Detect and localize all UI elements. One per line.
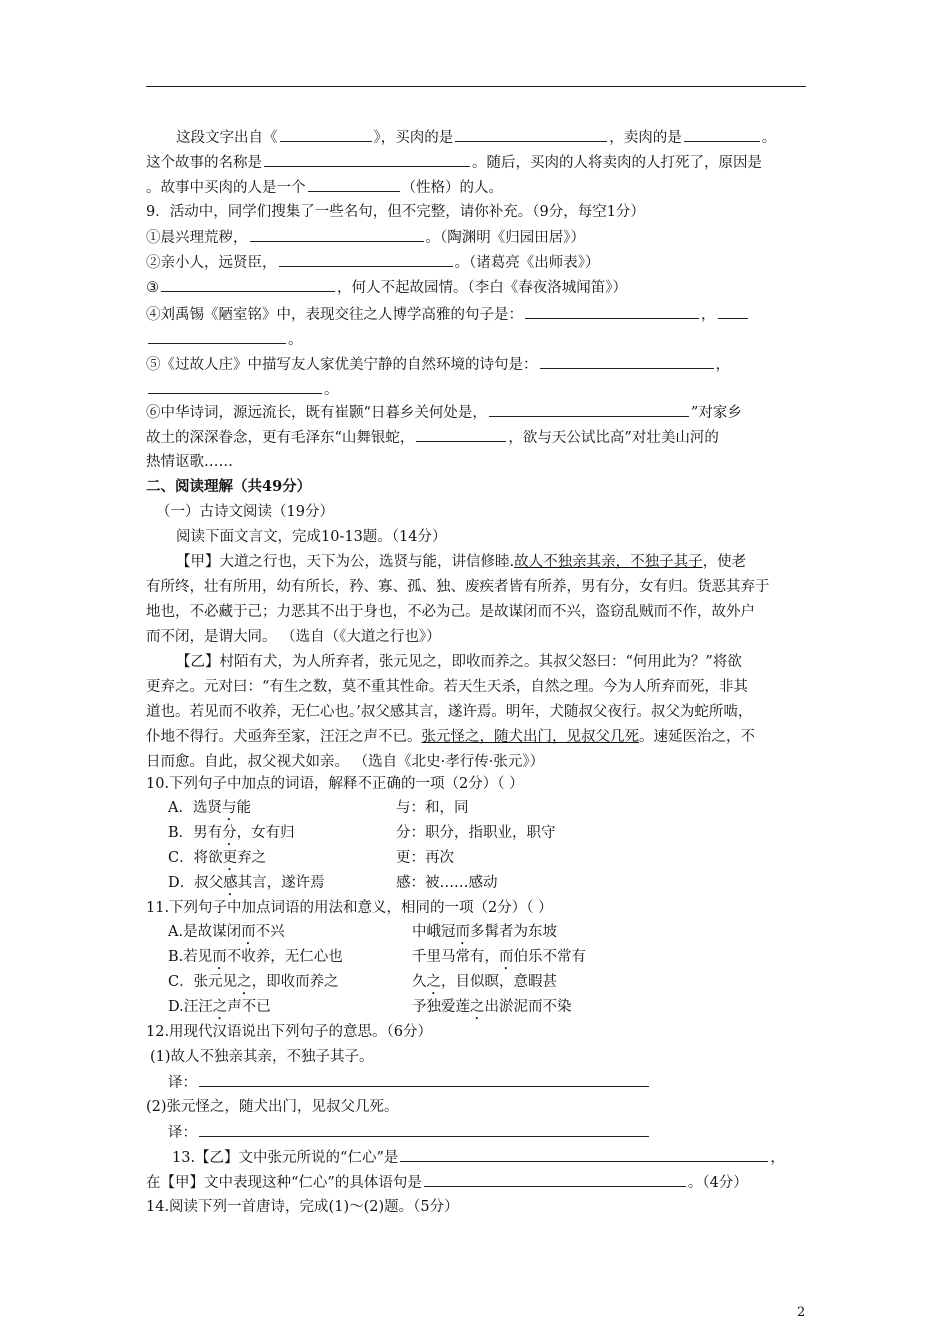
answer-blank[interactable] bbox=[250, 227, 424, 242]
answer-blank[interactable] bbox=[264, 152, 470, 167]
yi-line-1: 【乙】村陌有犬，为人所弃者，张元见之，即收而养之。其叔父怒曰：“何用此为？”将欲 bbox=[176, 654, 742, 670]
yi-line-2: 更弃之。元对曰：“有生之数，莫不重其性命。若天生天杀，自然之理。今为人所弃而死，非其 bbox=[146, 679, 748, 695]
answer-blank[interactable] bbox=[148, 329, 286, 344]
q9-item-2: ②亲小人，远贤臣， 。（诸葛亮《出师表》） bbox=[146, 252, 600, 273]
q9-item-6-end: 热情讴歌…… bbox=[146, 454, 233, 470]
q11-option-d[interactable]: D.汪汪之声不已 bbox=[168, 999, 271, 1015]
answer-blank[interactable] bbox=[489, 402, 689, 417]
yi-line-4: 仆地不得行。犬亟奔至家，汪汪之声不已。张元怪之，随犬出门，见叔父几死。速延医治之，不 bbox=[146, 729, 755, 745]
yi-line-5: 日而愈。自此，叔父视犬如亲。 （选自《北史·孝行传·张元》） bbox=[146, 754, 545, 770]
q8-line-1: 这段文字出自《 》，买肉的是 ，卖肉的是 。 bbox=[176, 127, 776, 148]
jia-line-3: 地也，不必藏于己；力恶其不出于身也，不必为己。是故谋闭而不兴，盗窃乱贼而不作，故外户 bbox=[146, 604, 755, 620]
q10-expl-d: 感：被……感动 bbox=[396, 875, 498, 891]
q11-title: 11.下列句子中加点词语的用法和意义，相同的一项（2分）（ ） bbox=[146, 900, 553, 916]
q12-title: 12.用现代汉语说出下列句子的意思。（6分） bbox=[146, 1024, 433, 1040]
answer-line[interactable] bbox=[199, 1072, 649, 1087]
section-title: 二、阅读理解（共49分） bbox=[146, 478, 312, 495]
q10-option-a[interactable]: A．选贤与能 bbox=[168, 800, 251, 816]
q11-option-a[interactable]: A.是故谋闭而不兴 bbox=[168, 924, 285, 940]
q10-option-b[interactable]: B．男有分，女有归 bbox=[168, 825, 295, 841]
q12-answer-1: 译： bbox=[168, 1072, 651, 1093]
q9-item-4-cont: 。 bbox=[146, 329, 303, 350]
answer-blank[interactable] bbox=[279, 252, 453, 267]
answer-blank[interactable] bbox=[424, 1172, 686, 1187]
answer-blank[interactable] bbox=[416, 427, 506, 442]
q9-item-4: ④刘禹锡《陋室铭》中，表现交往之人博学高雅的句子是： ， bbox=[146, 304, 750, 325]
yi-line-3: 道也。若见而不收养，无仁心也。’叔父感其言，遂许焉。明年，犬随叔父夜行。叔父为蛇所啮， bbox=[146, 704, 753, 720]
q9-item-1: ①晨兴理荒秽， 。（陶渊明《归园田居》） bbox=[146, 227, 585, 248]
q11-compare-b: 千里马常有，而伯乐不常有 bbox=[412, 949, 586, 965]
q10-expl-c: 更：再次 bbox=[396, 850, 454, 866]
q10-title: 10.下列句子中加点的词语，解释不正确的一项（2分）（ ） bbox=[146, 776, 524, 792]
q9-item-6: ⑥中华诗词，源远流长，既有崔颢“日暮乡关何处是， ”对家乡 bbox=[146, 402, 742, 423]
q11-compare-c: 久之，目似瞑，意暇甚 bbox=[412, 974, 557, 990]
answer-blank[interactable] bbox=[684, 127, 760, 142]
q10-option-c[interactable]: C．将欲更弃之 bbox=[168, 850, 267, 866]
q8-line-3: 。故事中买肉的人是一个 （性格）的人。 bbox=[146, 177, 503, 198]
q10-expl-b: 分：职分，指职业，职守 bbox=[396, 825, 556, 841]
q11-compare-a: 中峨冠而多髯者为东坡 bbox=[412, 924, 557, 940]
answer-line[interactable] bbox=[199, 1122, 649, 1137]
header-rule bbox=[146, 86, 806, 87]
answer-blank[interactable] bbox=[308, 177, 400, 192]
answer-blank[interactable] bbox=[455, 127, 607, 142]
q11-option-b[interactable]: B.若见而不收养，无仁心也 bbox=[168, 949, 343, 965]
jia-line-1: 【甲】大道之行也，天下为公，选贤与能，讲信修睦.故人不独亲其亲，不独子其子，使老 bbox=[176, 554, 747, 570]
q13-line-1: 13.【乙】文中张元所说的“仁心”是 ， bbox=[172, 1147, 785, 1168]
answer-blank[interactable] bbox=[540, 354, 714, 369]
q9-title: 9．活动中，同学们搜集了一些名句，但不完整，请你补充。（9分，每空1分） bbox=[146, 204, 645, 220]
subsection-title: （一）古诗文阅读（19分） bbox=[156, 504, 334, 520]
q9-item-5-cont: 。 bbox=[146, 379, 339, 400]
q9-item-3: ③ ，何人不起故园情。（李白《春夜洛城闻笛》） bbox=[146, 277, 627, 298]
answer-blank[interactable] bbox=[280, 127, 372, 142]
reading-instruction: 阅读下面文言文，完成10-13题。（14分） bbox=[176, 529, 447, 545]
jia-line-4: 而不闭，是谓大同。 （选自（《大道之行也》） bbox=[146, 629, 441, 645]
answer-blank[interactable] bbox=[525, 304, 699, 319]
q10-expl-a: 与：和，同 bbox=[396, 800, 469, 816]
q8-line-2: 这个故事的名称是 。随后，买肉的人将卖肉的人打死了，原因是 bbox=[146, 152, 762, 173]
q12-answer-2: 译： bbox=[168, 1122, 651, 1143]
q9-item-6-cont: 故土的深深眷念，更有毛泽东“山舞银蛇， ，欲与天公试比高”对壮美山河的 bbox=[146, 427, 719, 448]
answer-blank[interactable] bbox=[161, 277, 335, 292]
q11-option-c[interactable]: C．张元见之，即收而养之 bbox=[168, 974, 339, 990]
answer-blank[interactable] bbox=[400, 1147, 768, 1162]
q9-item-5: ⑤《过故人庄》中描写友人家优美宁静的自然环境的诗句是： ， bbox=[146, 354, 730, 375]
q14-title: 14.阅读下列一首唐诗，完成(1)～(2)题。（5分） bbox=[146, 1199, 459, 1215]
q12-sentence-1: (1)故人不独亲其亲，不独子其子。 bbox=[150, 1049, 374, 1065]
answer-blank[interactable] bbox=[718, 304, 748, 319]
page-number: 2 bbox=[797, 1305, 806, 1320]
jia-line-2: 有所终，壮有所用，幼有所长，矜、寡、孤、独、废疾者皆有所养，男有分，女有归。货恶其弃于 bbox=[146, 579, 770, 595]
q12-sentence-2: (2)张元怪之，随犬出门，见叔父几死。 bbox=[146, 1099, 399, 1115]
answer-blank[interactable] bbox=[148, 379, 322, 394]
q10-option-d[interactable]: D．叔父感其言，遂许焉 bbox=[168, 875, 325, 891]
q11-compare-d: 予独爱莲之出淤泥而不染 bbox=[412, 999, 572, 1015]
q13-line-2: 在【甲】文中表现这种“仁心”的具体语句是 。（4分） bbox=[146, 1172, 748, 1193]
